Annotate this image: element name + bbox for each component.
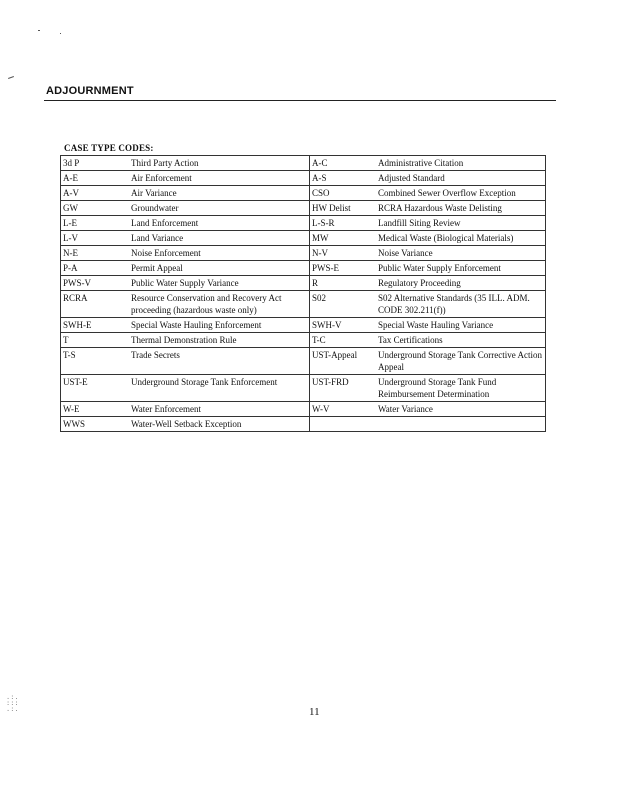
scan-smudge: .:. ::: .:. bbox=[6, 693, 19, 713]
code-cell: N-V bbox=[310, 246, 377, 261]
code-cell: L-E bbox=[61, 216, 130, 231]
description-cell: Underground Storage Tank Fund Reimbursement Determination bbox=[376, 375, 546, 402]
description-cell: S02 Alternative Standards (35 ILL. ADM. CODE 302.211(f)) bbox=[376, 291, 546, 318]
table-row bbox=[61, 291, 546, 318]
code-cell: N-E bbox=[61, 246, 130, 261]
table-row bbox=[61, 201, 546, 216]
description-cell: Noise Variance bbox=[376, 246, 546, 261]
code-cell: P-A bbox=[61, 261, 130, 276]
description-cell: RCRA Hazardous Waste Delisting bbox=[376, 201, 546, 216]
description-cell: Resource Conservation and Recovery Act proceeding (hazardous waste only) bbox=[129, 291, 310, 318]
table-row bbox=[61, 261, 546, 276]
code-cell: PWS-V bbox=[61, 276, 130, 291]
code-cell: A-C bbox=[310, 156, 377, 171]
code-cell bbox=[310, 417, 377, 432]
table-row bbox=[61, 417, 546, 432]
description-cell: Tax Certifications bbox=[376, 333, 546, 348]
scan-speck bbox=[8, 76, 14, 79]
description-cell: Land Enforcement bbox=[129, 216, 310, 231]
description-cell: Underground Storage Tank Enforcement bbox=[129, 375, 310, 402]
description-cell: Public Water Supply Enforcement bbox=[376, 261, 546, 276]
code-cell: RCRA bbox=[61, 291, 130, 318]
section-divider bbox=[44, 100, 556, 101]
description-cell: Administrative Citation bbox=[376, 156, 546, 171]
table-row bbox=[61, 171, 546, 186]
page-number: 11 bbox=[309, 706, 320, 718]
section-title: ADJOURNMENT bbox=[46, 85, 134, 97]
description-cell: Noise Enforcement bbox=[129, 246, 310, 261]
description-cell: Air Enforcement bbox=[129, 171, 310, 186]
code-cell: SWH-E bbox=[61, 318, 130, 333]
description-cell: Permit Appeal bbox=[129, 261, 310, 276]
table-row bbox=[61, 318, 546, 333]
code-cell: R bbox=[310, 276, 377, 291]
description-cell: Trade Secrets bbox=[129, 348, 310, 375]
code-cell: WWS bbox=[61, 417, 130, 432]
code-cell: W-V bbox=[310, 402, 377, 417]
description-cell: Land Variance bbox=[129, 231, 310, 246]
description-cell bbox=[376, 417, 546, 432]
scan-speck bbox=[60, 33, 61, 34]
table-row bbox=[61, 333, 546, 348]
code-cell: GW bbox=[61, 201, 130, 216]
description-cell: Underground Storage Tank Corrective Action Appeal bbox=[376, 348, 546, 375]
table-caption: CASE TYPE CODES: bbox=[64, 143, 154, 153]
code-cell: HW Delist bbox=[310, 201, 377, 216]
code-cell: A-V bbox=[61, 186, 130, 201]
description-cell: Water Variance bbox=[376, 402, 546, 417]
code-cell: L-S-R bbox=[310, 216, 377, 231]
case-type-codes-body bbox=[61, 156, 546, 432]
code-cell: UST-FRD bbox=[310, 375, 377, 402]
code-cell: 3d P bbox=[61, 156, 130, 171]
code-cell: UST-Appeal bbox=[310, 348, 377, 375]
description-cell: Thermal Demonstration Rule bbox=[129, 333, 310, 348]
description-cell: Special Waste Hauling Enforcement bbox=[129, 318, 310, 333]
code-cell: T bbox=[61, 333, 130, 348]
code-cell: MW bbox=[310, 231, 377, 246]
description-cell: Special Waste Hauling Variance bbox=[376, 318, 546, 333]
description-cell: Landfill Siting Review bbox=[376, 216, 546, 231]
scan-speck bbox=[38, 30, 40, 31]
table-row bbox=[61, 375, 546, 402]
code-cell: S02 bbox=[310, 291, 377, 318]
table-row bbox=[61, 402, 546, 417]
table-row bbox=[61, 186, 546, 201]
code-cell: A-S bbox=[310, 171, 377, 186]
description-cell: Water-Well Setback Exception bbox=[129, 417, 310, 432]
code-cell: CSO bbox=[310, 186, 377, 201]
description-cell: Water Enforcement bbox=[129, 402, 310, 417]
description-cell: Groundwater bbox=[129, 201, 310, 216]
code-cell: T-C bbox=[310, 333, 377, 348]
description-cell: Combined Sewer Overflow Exception bbox=[376, 186, 546, 201]
description-cell: Regulatory Proceeding bbox=[376, 276, 546, 291]
table-row bbox=[61, 246, 546, 261]
description-cell: Medical Waste (Biological Materials) bbox=[376, 231, 546, 246]
table-row bbox=[61, 231, 546, 246]
description-cell: Air Variance bbox=[129, 186, 310, 201]
code-cell: PWS-E bbox=[310, 261, 377, 276]
description-cell: Public Water Supply Variance bbox=[129, 276, 310, 291]
code-cell: W-E bbox=[61, 402, 130, 417]
code-cell: UST-E bbox=[61, 375, 130, 402]
table-row bbox=[61, 348, 546, 375]
case-type-codes-table bbox=[60, 155, 546, 432]
table-row bbox=[61, 216, 546, 231]
code-cell: T-S bbox=[61, 348, 130, 375]
code-cell: A-E bbox=[61, 171, 130, 186]
table-row bbox=[61, 276, 546, 291]
code-cell: SWH-V bbox=[310, 318, 377, 333]
table-row bbox=[61, 156, 546, 171]
description-cell: Third Party Action bbox=[129, 156, 310, 171]
code-cell: L-V bbox=[61, 231, 130, 246]
description-cell: Adjusted Standard bbox=[376, 171, 546, 186]
